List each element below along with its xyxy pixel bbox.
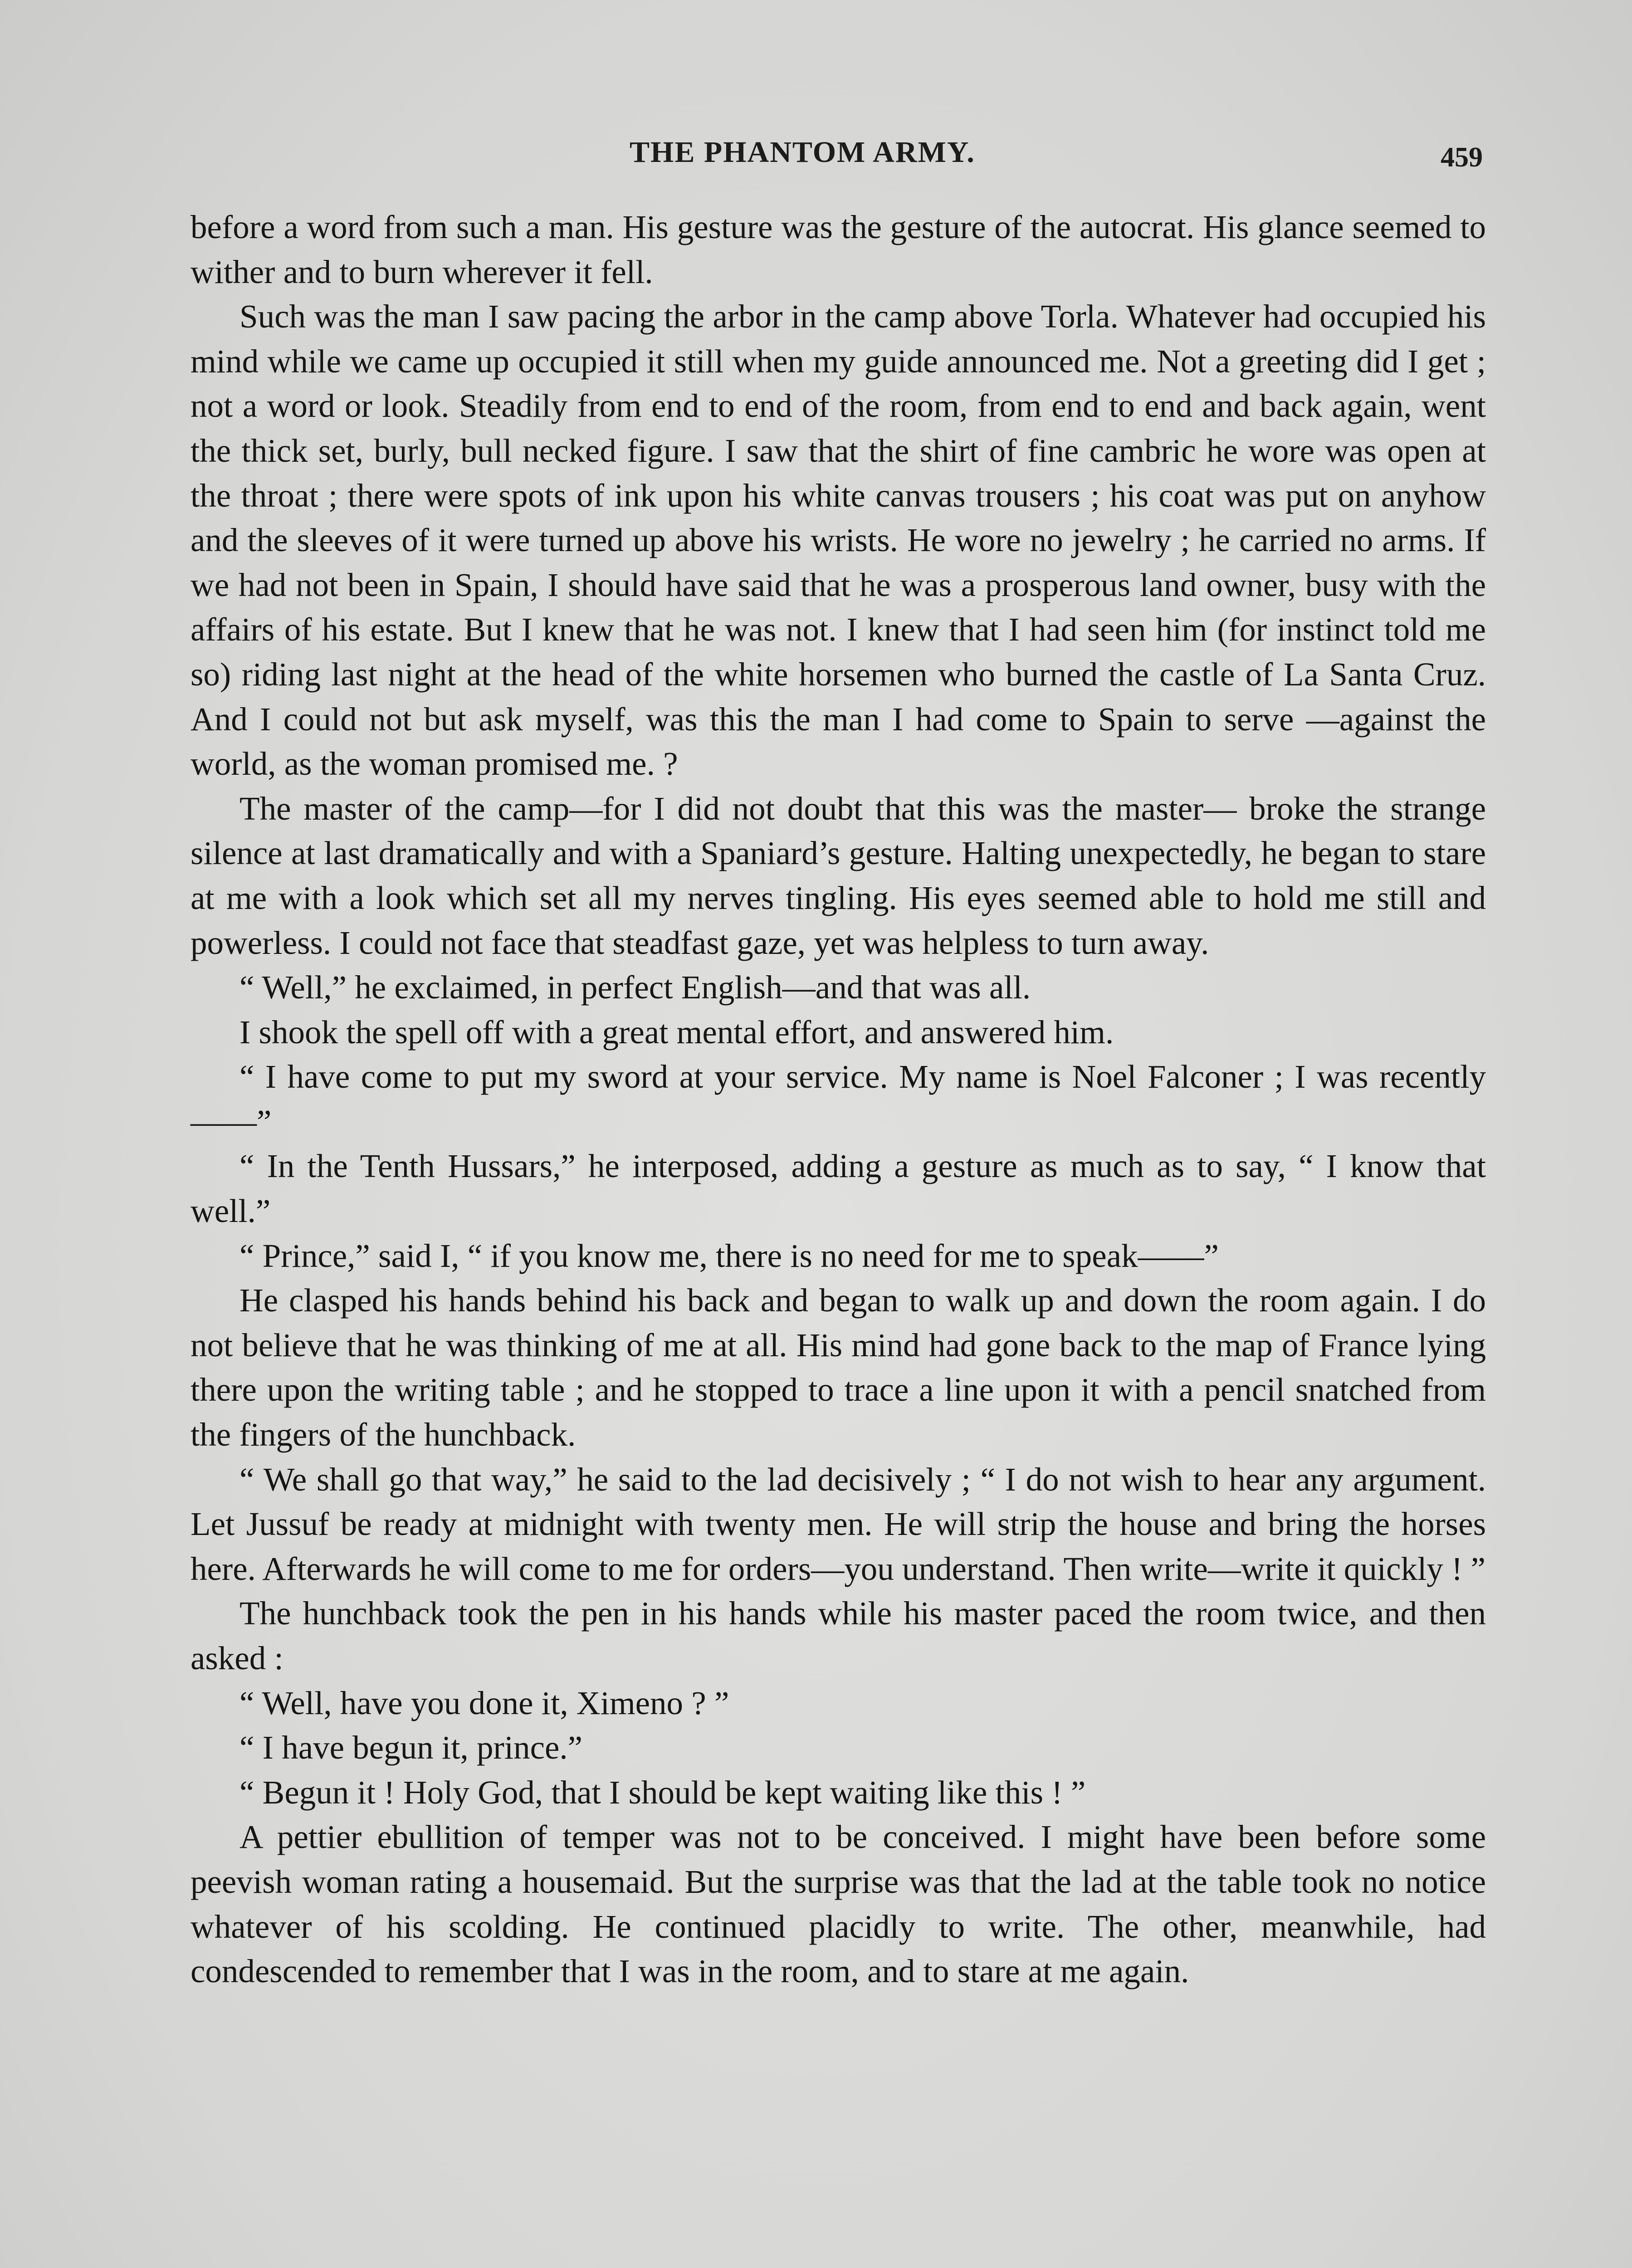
paragraph: A pettier ebullition of temper was not to be conceived. I might have been before some peevish woman rating a housemaid. But the surprise was that the lad at the table took no notice whatever of his scolding. He continued placidly to write. The other, meanwhile, had condescended to remember that I was in the room, and to stare at me again. bbox=[191, 1818, 1486, 1990]
paragraph: Such was the man I saw pacing the arbor in the camp above Torla. Whatever had occupied his mind while we came up occupied it still when my guide announced me. Not a greeting did I get ; not a word or look. Steadily from end to end of the room, from end to end and back again, went the thick set, burly, bull necked figure. I saw that the shirt of fine cambric he wore was open at the throat ; there were spots of ink upon his white canvas trousers ; his coat was put on anyhow and the sleeves of it were turned up above his wrists. He wore no jewelry ; he carried no arms. If we had not been in Spain, I should have said that he was a prosperous land owner, busy with the affairs of his estate. But I knew that he was not. I knew that I had seen him (for instinct told me so) riding last night at the head of the white horsemen who burned the castle of La Santa Cruz. And I could not but ask myself, was this the man I had come to Spain to serve —against the world, as the woman promised me. ? bbox=[191, 298, 1486, 782]
paragraph: “ I have come to put my sword at your service. My name is Noel Falconer ; I was recently——” bbox=[191, 1058, 1486, 1140]
running-title: THE PHANTOM ARMY. bbox=[630, 136, 975, 169]
paragraph: “ Well, have you done it, Ximeno ? ” bbox=[239, 1684, 729, 1721]
paragraph: “ Prince,” said I, “ if you know me, there is no need for me to speak——” bbox=[239, 1237, 1219, 1274]
paragraph: “ I have begun it, prince.” bbox=[239, 1729, 583, 1766]
paragraph: The master of the camp—for I did not doubt that this was the master— broke the strange silence at last dramatically and with a Spaniard’s gesture. Halting unexpectedly, he began to stare at me with a look which set all my nerves tingling. His eyes seemed able to hold me still and powerless. I could not face that steadfast gaze, yet was helpless to turn away. bbox=[191, 790, 1486, 961]
page-header bbox=[0, 135, 1632, 190]
paragraph: “ Well,” he exclaimed, in perfect English—and that was all. bbox=[239, 969, 1031, 1006]
paragraph: “ In the Tenth Hussars,” he interposed, adding a gesture as much as to say, “ I know that well.” bbox=[191, 1148, 1486, 1230]
paragraph: “ We shall go that way,” he said to the lad decisively ; “ I do not wish to hear any argument. Let Jussuf be ready at midnight with twenty men. He will strip the house and bring the horses here. Afterwards he will come to me for orders—you understand. Then write—write it quickly ! ” bbox=[191, 1461, 1486, 1587]
page-number: 459 bbox=[1441, 142, 1483, 173]
paragraph: “ Begun it ! Holy God, that I should be kept waiting like this ! ” bbox=[239, 1774, 1086, 1811]
paragraph: before a word from such a man. His gesture was the gesture of the autocrat. His glance seemed to wither and to burn wherever it fell. bbox=[191, 209, 1486, 290]
body-text bbox=[191, 205, 1486, 1994]
paragraph: I shook the spell off with a great mental effort, and answered him. bbox=[239, 1013, 1114, 1051]
paragraph: The hunchback took the pen in his hands while his master paced the room twice, and then asked : bbox=[191, 1595, 1486, 1677]
paragraph: He clasped his hands behind his back and began to walk up and down the room again. I do not believe that he was thinking of me at all. His mind had gone back to the map of France lying there upon the writing table ; and he stopped to trace a line upon it with a pencil snatched from the fingers of the hunchback. bbox=[191, 1282, 1486, 1453]
